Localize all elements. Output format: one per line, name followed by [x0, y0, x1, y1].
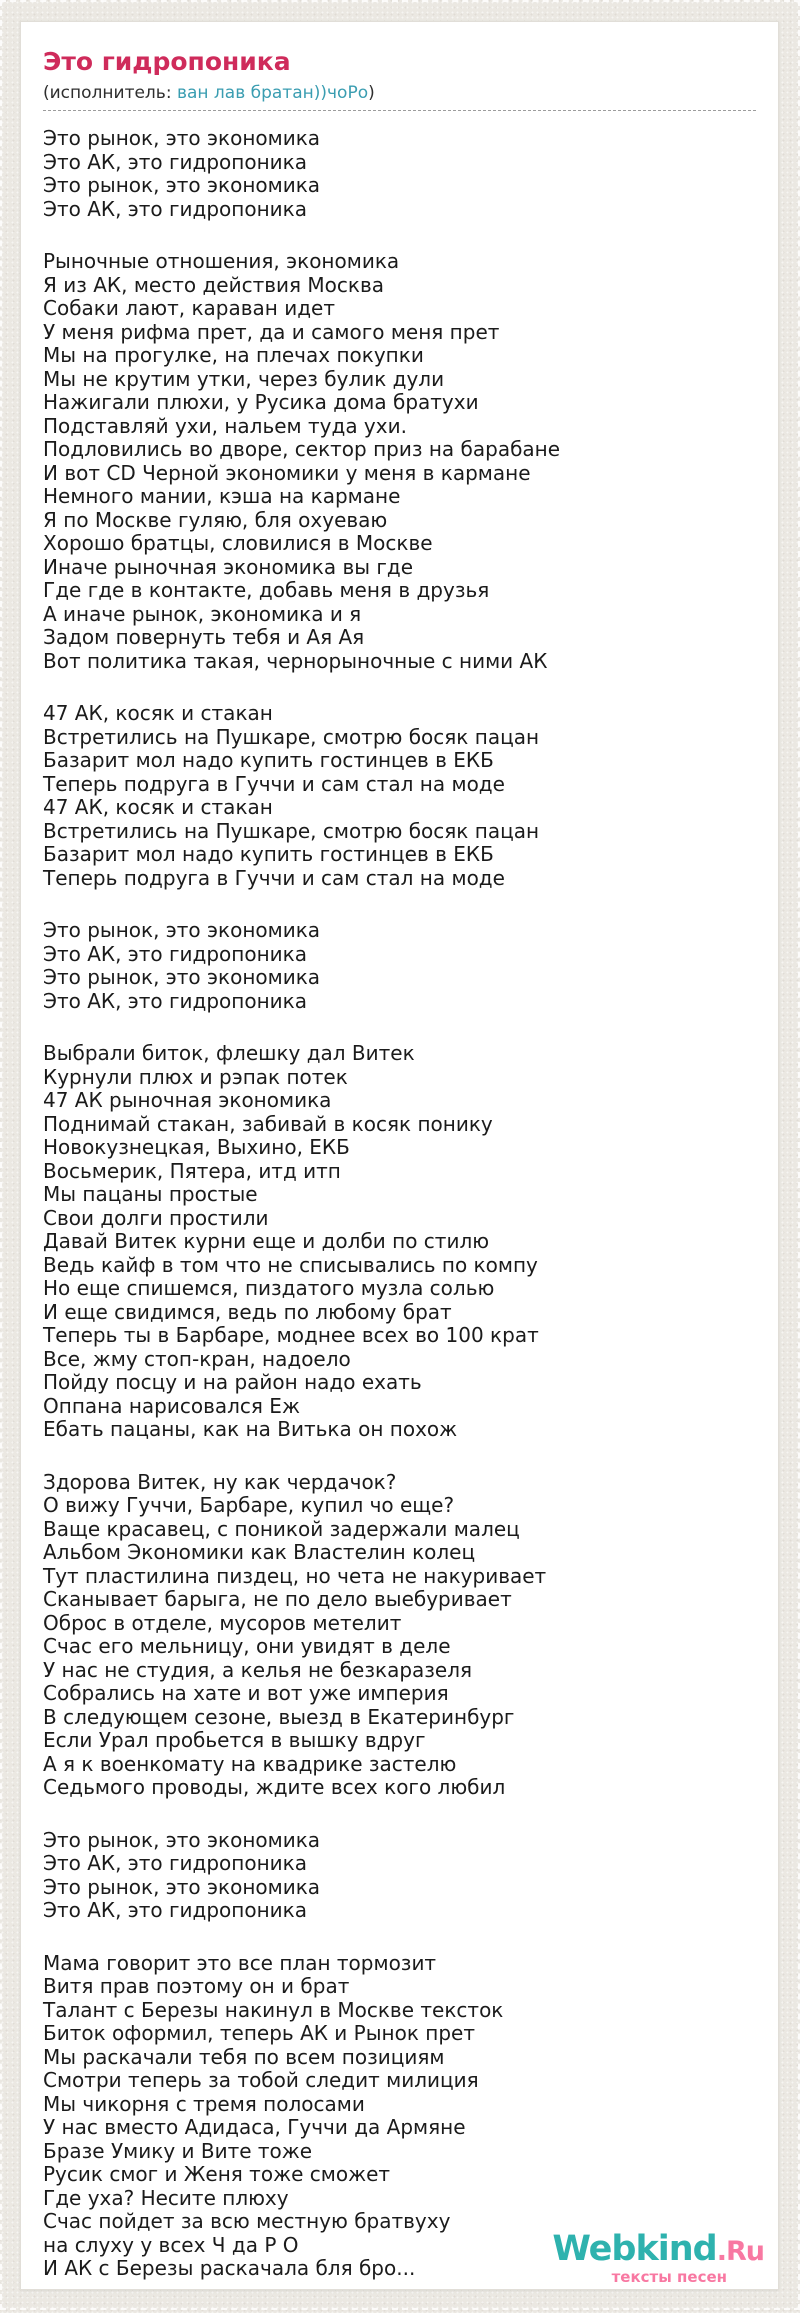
stanza — [43, 919, 756, 1013]
lyric-line: Русик смог и Женя тоже сможет — [43, 2162, 391, 2186]
artist-label: (исполнитель: — [43, 83, 177, 103]
lyric-line: У нас не студия, а келья не безкаразеля — [43, 1657, 473, 1682]
lyric-line: Биток оформил, теперь АК и Рынок прет — [43, 2021, 475, 2045]
lyric-line: Это АК, это гидропоника — [43, 1898, 308, 1922]
content-card — [20, 21, 779, 2290]
lyric-line: 47 АК, косяк и стакан — [43, 795, 273, 819]
lyric-line: Собаки лают, караван идет — [43, 296, 336, 320]
lyric-line: Я по Москве гуляю, бля охуеваю — [43, 507, 388, 532]
lyric-line: Это АК, это гидропоника — [43, 941, 308, 966]
lyric-line: Талант с Березы накинул в Москве тексток — [43, 1997, 504, 2022]
lyric-line: Счас пойдет за всю местную братвуху — [43, 2209, 451, 2233]
lyric-line: Поднимай стакан, забивай в косяк понику — [43, 1111, 493, 1136]
lyric-line: Это рынок, это экономика — [43, 918, 321, 942]
lyric-line: Ебать пацаны, как на Витька он похож — [43, 1417, 458, 1441]
lyric-line: Оброс в отделе, мусоров метелит — [43, 1610, 402, 1635]
stanza — [43, 250, 756, 673]
lyric-line: Это рынок, это экономика — [43, 965, 321, 989]
lyric-line: Пойду посцу и на район надо ехать — [43, 1370, 422, 1394]
lyric-line: Теперь подруга в Гуччи и сам стал на моде — [43, 865, 505, 890]
lyric-line: А я к военкомату на квадрике застелю — [43, 1751, 457, 1776]
lyric-line: Все, жму стоп-кран, надоело — [43, 1346, 351, 1371]
lyric-line: Курнули плюх и рэпак потек — [43, 1064, 348, 1089]
lyric-line: О вижу Гуччи, Барбаре, купил чо еще? — [43, 1493, 455, 1517]
lyric-line: Седьмого проводы, ждите всех кого любил — [43, 1775, 506, 1799]
lyric-line: Восьмерик, Пятера, итд итп — [43, 1158, 341, 1183]
lyric-line: Новокузнецкая, Выхино, ЕКБ — [43, 1135, 350, 1159]
lyric-line: Витя прав поэтому он и брат — [43, 1974, 350, 1998]
webkind-logo-main: Webkind — [552, 2229, 717, 2269]
lyrics-section — [43, 127, 756, 2281]
lyric-line: Нажигали плюхи, у Русика дома братухи — [43, 390, 479, 414]
lyric-line: У меня рифма прет, да и самого меня прет — [43, 319, 500, 344]
lyric-line: Здорова Витек, ну как чердачок? — [43, 1469, 397, 1494]
lyric-line: Мы чикорня с тремя полосами — [43, 2091, 365, 2116]
lyric-line: Оппана нарисовался Еж — [43, 1393, 300, 1418]
lyric-line: Смотри теперь за тобой следит милиция — [43, 2068, 479, 2092]
lyric-line: Встретились на Пушкаре, смотрю босяк пацан — [43, 818, 540, 843]
lyric-line: Мы на прогулке, на плечах покупки — [43, 343, 424, 367]
lyric-line: 47 АК рыночная экономика — [43, 1088, 332, 1112]
lyric-line: Бразе Умику и Вите тоже — [43, 2138, 313, 2163]
lyric-line: Где уха? Несите плюху — [43, 2185, 289, 2210]
lyric-line: Это рынок, это экономика — [43, 1827, 321, 1852]
lyric-line: Где где в контакте, добавь меня в друзья — [43, 578, 490, 602]
lyric-line: Давай Витек курни еще и долби по стилю — [43, 1229, 490, 1253]
lyric-line: Собрались на хате и вот уже империя — [43, 1681, 449, 1705]
lyric-line: Это АК, это гидропоника — [43, 1851, 308, 1875]
lyric-line: Подставляй ухи, нальем туда ухи. — [43, 413, 407, 438]
lyric-line: Мы пацаны простые — [43, 1182, 258, 1206]
lyric-line: Это рынок, это экономика — [43, 1874, 321, 1899]
lyric-line: Я из АК, место действия Москва — [43, 272, 385, 297]
stanza — [43, 127, 756, 221]
lyric-line: И АК с Березы раскачала бля бро... — [43, 2256, 416, 2280]
lyric-line: Иначе рыночная экономика вы где — [43, 554, 414, 579]
lyric-line: Альбом Экономики как Властелин колец — [43, 1540, 476, 1564]
lyric-line: Если Урал пробьется в вышку вдруг — [43, 1728, 426, 1752]
webkind-logo-tld: .Ru — [716, 2236, 764, 2267]
lyric-line: Рыночные отношения, экономика — [43, 249, 400, 273]
lyric-line: Базарит мол надо купить гостинцев в ЕКБ — [43, 748, 494, 772]
lyric-line: А иначе рынок, экономика и я — [43, 601, 362, 626]
webkind-logo-tagline: тексты песен — [611, 2268, 727, 2286]
webkind-logo-wordmark — [552, 2229, 764, 2272]
lyric-line: Мама говорит это все план тормозит — [43, 1950, 437, 1975]
lyric-line: И вот CD Черной экономики у меня в кармане — [43, 460, 531, 485]
lyric-line: И еще свидимся, ведь по любому брат — [43, 1299, 452, 1324]
lyric-line: 47 АК, косяк и стакан — [43, 701, 273, 725]
lyric-line: Хорошо братцы, словилися в Москве — [43, 531, 433, 555]
lyric-line: Ведь кайф в том что не списывались по компу — [43, 1252, 538, 1277]
lyric-line: Счас его мельницу, они увидят в деле — [43, 1634, 451, 1658]
stanza — [43, 1829, 756, 1923]
stanza — [43, 702, 756, 890]
lyric-line: Но еще спишемся, пиздатого музла солью — [43, 1276, 495, 1300]
lyric-line: Встретились на Пушкаре, смотрю босяк пацан — [43, 724, 540, 749]
webkind-logo[interactable] — [552, 2229, 764, 2286]
lyric-line: У нас вместо Адидаса, Гуччи да Армяне — [43, 2115, 466, 2139]
lyric-line: Это АК, это гидропоника — [43, 196, 308, 221]
header-separator — [43, 110, 756, 111]
lyric-line: Теперь ты в Барбаре, моднее всех во 100 крат — [43, 1323, 539, 1347]
lyric-line: Это рынок, это экономика — [43, 173, 321, 197]
lyric-line: Ваще красавец, с поникой задержали малец — [43, 1516, 520, 1541]
lyric-line: Тут пластилина пиздец, но чета не накуривает — [43, 1563, 547, 1588]
lyric-line: Это АК, это гидропоника — [43, 149, 308, 174]
artist-line — [43, 83, 756, 104]
stanza — [43, 1042, 756, 1442]
lyric-line: Мы раскачали тебя по всем позициям — [43, 2044, 445, 2069]
stanza — [43, 1471, 756, 1800]
lyric-line: Сканывает барыга, не по дело выебуривает — [43, 1587, 512, 1611]
lyric-line: Мы не крутим утки, через булик дули — [43, 366, 445, 391]
lyric-line: на слуху у всех Ч да Р О — [43, 2232, 299, 2257]
lyric-line: Вот политика такая, чернорыночные с ними АК — [43, 648, 548, 673]
lyric-line: Выбрали биток, флешку дал Витек — [43, 1041, 415, 1065]
artist-label-suffix: ) — [368, 83, 375, 103]
lyric-line: Базарит мол надо купить гостинцев в ЕКБ — [43, 842, 494, 866]
lyric-line: Это АК, это гидропоника — [43, 988, 308, 1013]
lyric-line: Теперь подруга в Гуччи и сам стал на моде — [43, 771, 505, 796]
page-title: Это гидропоника — [43, 47, 291, 76]
lyric-line: Подловились во дворе, сектор приз на барабане — [43, 437, 561, 461]
lyric-line: Это рынок, это экономика — [43, 126, 321, 150]
lyric-line: В следующем сезоне, выезд в Екатеринбург — [43, 1704, 515, 1729]
lyric-line: Задом повернуть тебя и Ая Ая — [43, 625, 365, 649]
lyric-line: Немного мании, кэша на кармане — [43, 484, 401, 508]
lyric-line: Свои долги простили — [43, 1205, 269, 1230]
artist-link[interactable]: ван лав братан))чоРо — [176, 83, 369, 103]
